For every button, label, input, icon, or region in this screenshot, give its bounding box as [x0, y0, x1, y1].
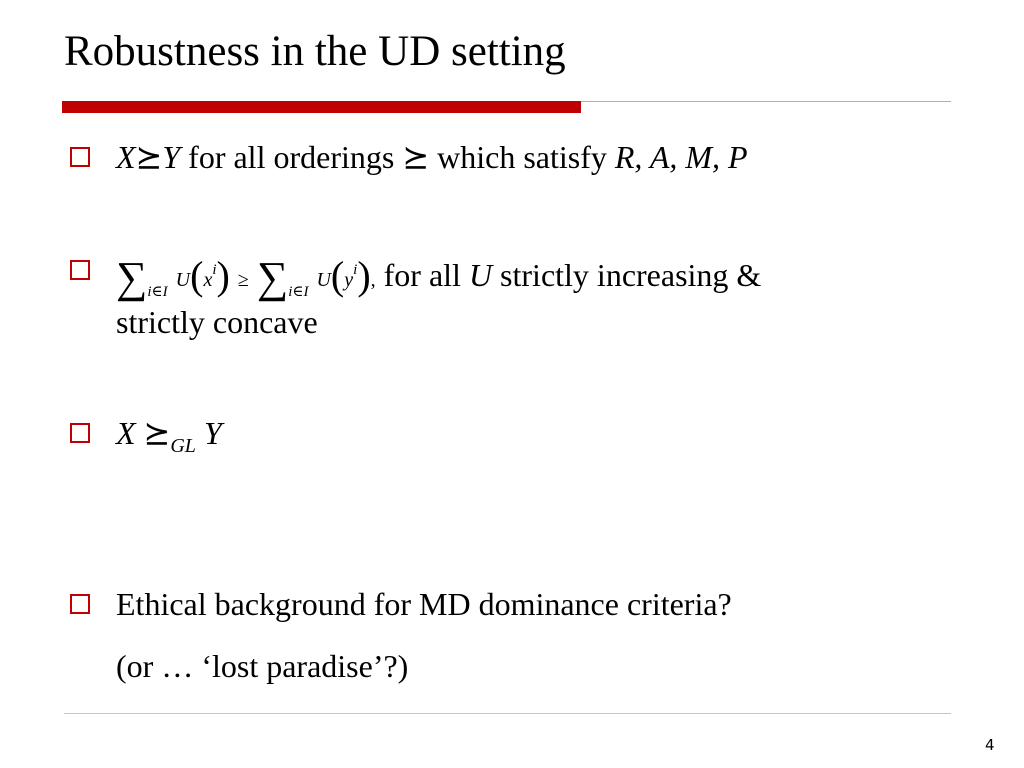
bullet-2-continuation: strictly concave: [116, 304, 318, 340]
bullet-marker: [70, 423, 90, 443]
footer-rule: [64, 713, 951, 714]
succeq-symbol: ⪰: [135, 139, 163, 175]
bullet-4-text: Ethical background for MD dominance criteria?: [116, 586, 732, 622]
var-x: x: [203, 269, 213, 291]
var-x: X: [116, 139, 136, 175]
text-segment: for all orderings: [180, 139, 403, 175]
bullet-marker: [70, 594, 90, 614]
text-segment: for all: [375, 257, 469, 293]
comma: ,: [370, 269, 376, 291]
text-segment: which satisfy: [429, 139, 615, 175]
sum-symbol: ∑: [256, 253, 289, 302]
page-number: 4: [985, 736, 995, 754]
sum-symbol: ∑: [116, 253, 148, 302]
bullet-marker: [70, 260, 90, 280]
bullet-3-text: [116, 413, 222, 466]
geq-symbol: ≥: [237, 269, 249, 291]
paren: (: [190, 253, 204, 298]
title-rule-thick: [62, 101, 581, 113]
var-y: Y: [203, 415, 222, 451]
sum-subscript: i∈I: [288, 284, 309, 300]
var-y: Y: [162, 139, 181, 175]
var-u: U: [468, 257, 493, 293]
utility-u: U: [175, 269, 191, 291]
paren: ): [357, 253, 371, 298]
var-x: X: [116, 415, 136, 451]
title-rule-thin: [581, 101, 951, 102]
slide-title: Robustness in the UD setting: [64, 28, 566, 75]
property-list: R, A, M, P: [614, 139, 748, 175]
bullet-marker: [70, 147, 90, 167]
bullet-1-text: [116, 137, 748, 177]
bullet-4-continuation: (or … ‘lost paradise’?): [116, 648, 409, 684]
text-segment: strictly increasing &: [492, 257, 762, 293]
paren: (: [330, 253, 345, 298]
utility-u: U: [316, 269, 331, 291]
gl-subscript: GL: [170, 435, 196, 457]
succeq-symbol: ⪰: [143, 415, 171, 451]
paren: ): [216, 253, 230, 298]
succeq-symbol: ⪰: [402, 139, 430, 175]
superscript: i: [353, 262, 358, 278]
var-y: y: [344, 269, 354, 291]
superscript: i: [212, 262, 217, 278]
sum-subscript: i∈I: [147, 284, 168, 300]
